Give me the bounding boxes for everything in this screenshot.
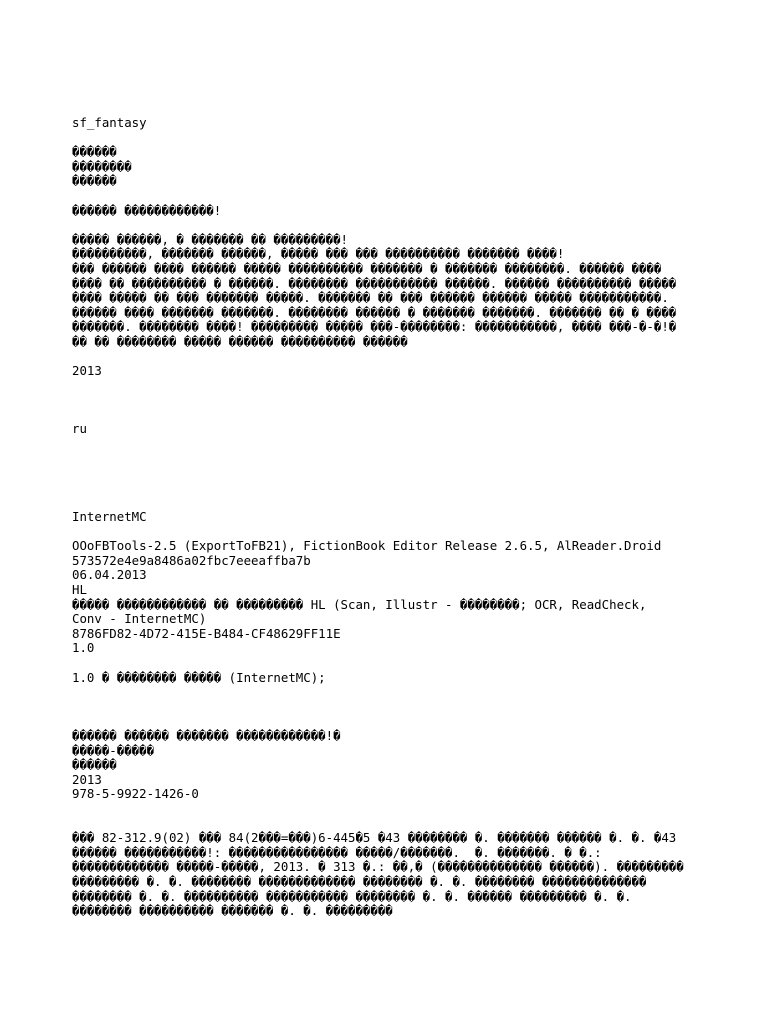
custom-info-line: ��� 82-312.9(02) ��� 84(2���=���)6-445�5 �43 �������� �. ������� ������ �. �. �43 [72, 830, 677, 846]
publisher-name: �����-����� [72, 742, 155, 758]
annotation-line: ������ ���� ������� �������. �������� ������ � ������� �������. ������� �� � ���� [72, 304, 677, 320]
language: ru [72, 421, 87, 437]
title-year: 2013 [72, 363, 102, 379]
source-ocr-line: ����� ������������ �� ��������� HL (Scan, Illustr - ��������; OCR, ReadCheck, [72, 596, 647, 612]
document-date: 06.04.2013 [72, 567, 147, 583]
custom-info-line: ������ �����������!: ���������������� �����/�������. �. �������. � �.: [72, 844, 602, 860]
author-last-name: ������ [72, 173, 117, 189]
book-title: ������ ������������! [72, 202, 222, 218]
annotation-line: ���� �� ���������� � ������. �������� ����������� ������. ������ ���������� ����� [72, 275, 677, 291]
genre-line: sf_fantasy [72, 115, 147, 130]
author-middle-name: �������� [72, 158, 132, 174]
document-hash: 573572e4e9a8486a02fbc7eeeaffba7b [72, 552, 311, 568]
custom-info-line: ������������� �����-�����, 2013. � 313 �.: ��,� (�������������� ������). ��������� [72, 859, 684, 875]
document-body [72, 116, 712, 919]
publisher-city: ������ [72, 757, 117, 773]
annotation-line: ���� ����� �� ��� ������� �����. ������� �� ��� ������ ������ ����� �����������. [72, 290, 669, 306]
custom-info-line: �������� ���������� ������� �. �. ��������� [72, 903, 393, 919]
author-first-name: ������ [72, 144, 117, 160]
annotation-line: ��� ������ ���� ������ ����� ���������� ������� � ������� ��������. ������ ���� [72, 260, 662, 276]
source-ocr-line: Conv - InternetMC) [72, 611, 207, 627]
document-version: 1.0 [72, 640, 95, 656]
annotation-line: ����� ������, � ������� �� ���������! [72, 231, 349, 247]
isbn: 978-5-9922-1426-0 [72, 786, 199, 802]
annotation-line: ����������, ������� ������, ����� ��� ��� ���������� ������� ����! [72, 246, 565, 262]
publisher-book-name: ������ ������ ������� ������������!� [72, 727, 341, 743]
program-used: OOoFBTools-2.5 (ExportToFB21), FictionBook Editor Release 2.6.5, AlReader.Droid [72, 538, 662, 554]
source-code: HL [72, 582, 87, 598]
custom-info-line: ��������� �. �. �������� ������������� �������� �. �. �������� �������������� [72, 873, 647, 889]
publish-year: 2013 [72, 771, 102, 787]
annotation-line: �������. �������� ����! ��������� ����� ���-��������: �����������, ���� ���-�-�!� [72, 319, 677, 335]
custom-info-line: �������� �. �. ���������� ����������� �������� �. �. ������ ��������� �. �. [72, 888, 632, 904]
document-id: 8786FD82-4D72-415E-B484-CF48629FF11E [72, 625, 341, 641]
document-author: InternetMC [72, 509, 147, 525]
history-entry: 1.0 � �������� ����� (InternetMC); [72, 669, 326, 685]
annotation-line: �� �� �������� ����� ������ ���������� ������ [72, 333, 408, 349]
